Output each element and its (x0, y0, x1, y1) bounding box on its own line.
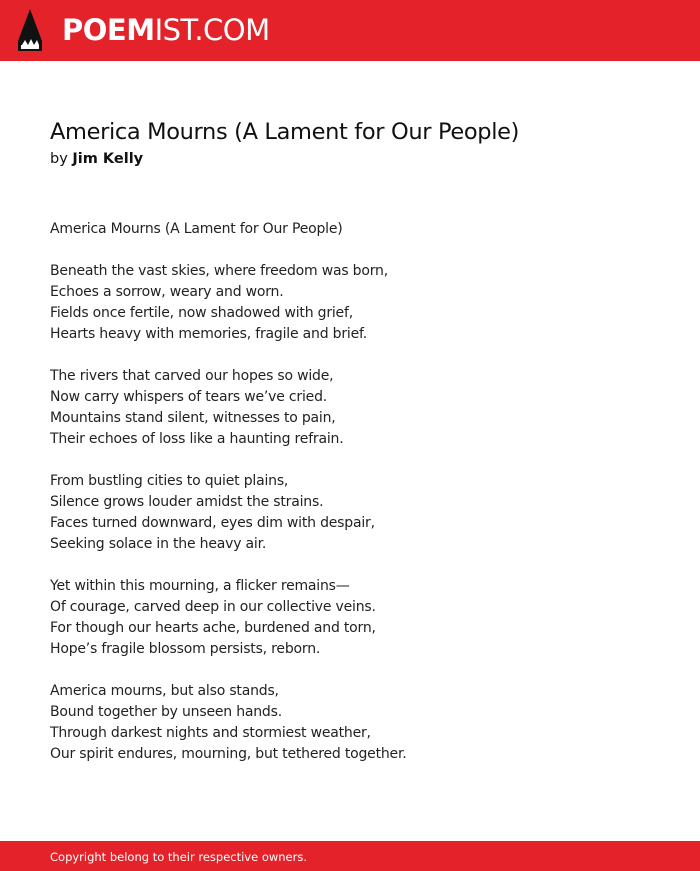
poem-line: Hope’s fragile blossom persists, reborn. (50, 641, 321, 657)
brand-light: IST.COM (154, 13, 270, 47)
poem-line: Hearts heavy with memories, fragile and brief. (50, 326, 367, 342)
stanza-gap (50, 345, 670, 366)
site-header (0, 0, 700, 61)
stanza-gap (50, 450, 670, 471)
poem-line: Silence grows louder amidst the strains. (50, 494, 324, 510)
poem-line: Of courage, carved deep in our collective veins. (50, 599, 376, 615)
poem-line: Yet within this mourning, a flicker remains— (50, 578, 350, 594)
poem-line: Faces turned downward, eyes dim with despair, (50, 515, 375, 531)
byline (50, 149, 143, 169)
poem-line: The rivers that carved our hopes so wide, (50, 368, 334, 384)
poem-line: Through darkest nights and stormiest weather, (50, 725, 371, 741)
copyright-notice: Copyright belong to their respective owners. (50, 850, 308, 864)
poem-line: From bustling cities to quiet plains, (50, 473, 289, 489)
pencil-tip-icon[interactable] (18, 9, 42, 51)
poem-line: America mourns, but also stands, (50, 683, 279, 699)
poem-line: Now carry whispers of tears we’ve cried. (50, 389, 328, 405)
stanza-gap (50, 555, 670, 576)
site-footer (0, 841, 700, 871)
poem-line: Bound together by unseen hands. (50, 704, 282, 720)
by-label: by (50, 151, 68, 167)
poem-body (50, 219, 670, 765)
poem-line: Seeking solace in the heavy air. (50, 536, 267, 552)
poem-line: Their echoes of loss like a haunting refrain. (50, 431, 344, 447)
stanza-gap (50, 240, 670, 261)
page-title: America Mourns (A Lament for Our People) (50, 119, 520, 145)
author-name: Jim Kelly (72, 151, 144, 167)
poem-line: Our spirit endures, mourning, but tethered together. (50, 746, 407, 762)
poem-line: Beneath the vast skies, where freedom was born, (50, 263, 388, 279)
poem-inner-title: America Mourns (A Lament for Our People) (50, 221, 343, 237)
site-logo-text[interactable] (62, 13, 270, 47)
brand-bold: POEM (62, 13, 155, 47)
poem-line: Echoes a sorrow, weary and worn. (50, 284, 284, 300)
poem-line: Mountains stand silent, witnesses to pain, (50, 410, 336, 426)
poem-line: Fields once fertile, now shadowed with grief, (50, 305, 353, 321)
stanza-gap (50, 660, 670, 681)
poem-line: For though our hearts ache, burdened and torn, (50, 620, 376, 636)
